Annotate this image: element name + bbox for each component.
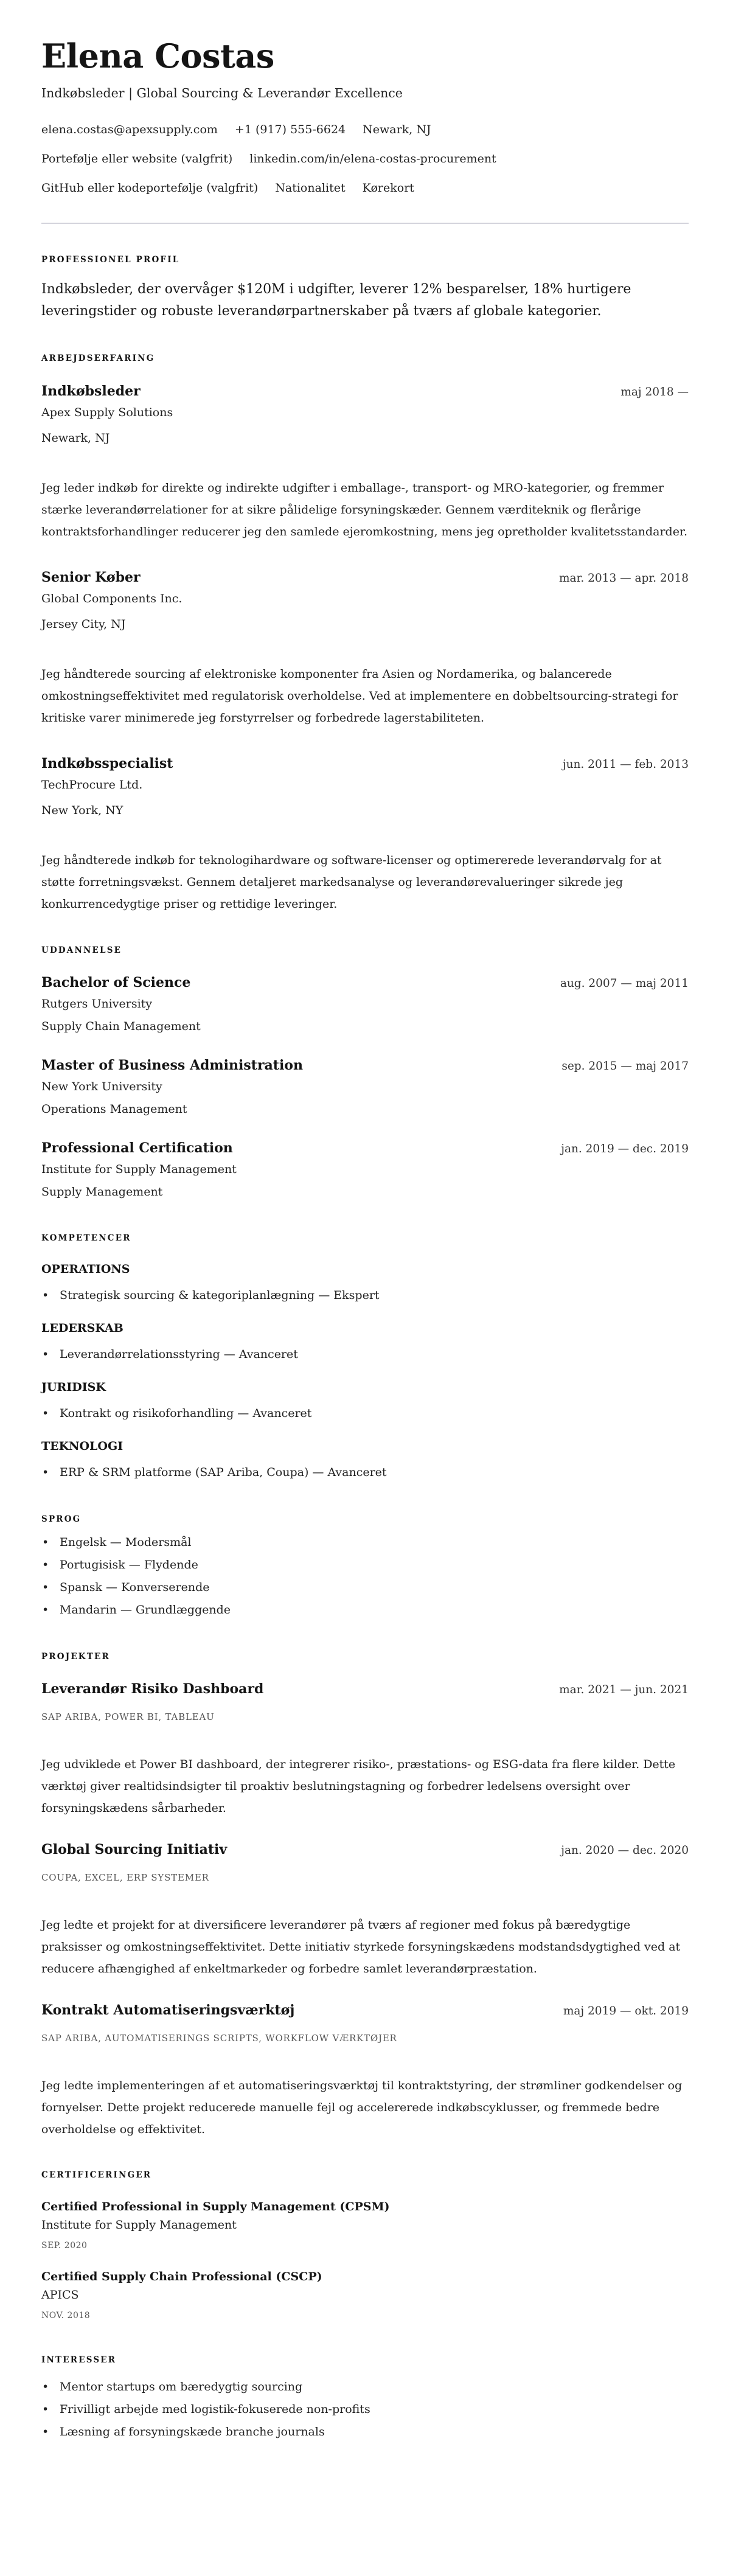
skill-item: • Strategisk sourcing & kategoriplanlægning — Ekspert [41, 1287, 689, 1304]
job-description: Jeg håndterede indkøb for teknologihardware og software-licenser og optimererede leverandørvalg for at støtte forretningsvækst. Gennem detaljeret markedsanalyse og leverandørevalueringer sikrede jeg konkurrencedygtige priser og rettidige leveringer. [41, 854, 662, 911]
job-dates: maj 2018 — [620, 386, 689, 399]
contact-row [41, 121, 689, 138]
language-item: • Portugisisk — Flydende [41, 1554, 689, 1576]
job-description: Jeg leder indkøb for direkte og indirekte udgifter i emballage-, transport- og MRO-kategorier, og fremmer stærke leverandørrelationer for at sikre pålidelige forsyningskæder. Gennem værditeknik og flerårige kontraktsforhandlinger reducerer jeg den samlede ejeromkostning, mens jeg opretholder kvalitetsstandarder. [41, 481, 687, 538]
section-heading: PROJEKTER [41, 1652, 110, 1662]
education-entry [41, 973, 689, 1035]
experience-entry [41, 382, 689, 543]
section-heading: INTERESSER [41, 2355, 117, 2365]
certification-entry [41, 2199, 689, 2252]
section-heading: PROFESSIONEL PROFIL [41, 255, 180, 265]
project-technologies: COUPA, EXCEL, ERP SYSTEMER [41, 1872, 209, 1883]
contact-drivers-license: Kørekort [362, 181, 414, 195]
education-entry [41, 1139, 689, 1200]
language-item: • Engelsk — Modersmål [41, 1531, 689, 1554]
interest-item: • Frivilligt arbejde med logistik-fokuserede non-profits [41, 2398, 689, 2421]
interests-section [41, 2354, 689, 2443]
entry-header [41, 1139, 689, 1158]
education-dates: aug. 2007 — maj 2011 [560, 977, 689, 990]
interest-item: • Læsning af forsyningskæde branche journals [41, 2421, 689, 2443]
field-of-study: Supply Chain Management [41, 1020, 201, 1033]
contact-github[interactable]: GitHub eller kodeportefølje (valgfrit) [41, 181, 259, 195]
section-heading: KOMPETENCER [41, 1233, 131, 1243]
job-dates: mar. 2013 — apr. 2018 [558, 572, 689, 585]
certification-title: Certified Professional in Supply Management (CPSM) [41, 2200, 390, 2213]
certification-issuer: Institute for Supply Management [41, 2218, 237, 2232]
contact-location: Newark, NJ [363, 123, 431, 136]
projects-section [41, 1651, 689, 2140]
job-title: Indkøbsspecialist [41, 756, 173, 771]
skill-category: TEKNOLOGI [41, 1439, 123, 1453]
entry-header [41, 1056, 689, 1076]
project-entry [41, 2001, 689, 2140]
degree-title: Bachelor of Science [41, 975, 191, 990]
contact-nationality: Nationalitet [275, 181, 346, 195]
school-name: New York University [41, 1080, 162, 1093]
project-entry [41, 1840, 689, 1980]
section-heading: CERTIFICERINGER [41, 2170, 152, 2180]
certification-date: NOV. 2018 [41, 2311, 91, 2320]
project-dates: maj 2019 — okt. 2019 [563, 2005, 689, 2017]
skill-item: • Leverandørrelationsstyring — Avanceret [41, 1346, 689, 1363]
job-title: Senior Køber [41, 569, 141, 585]
contact-linkedin[interactable]: linkedin.com/in/elena-costas-procurement [249, 152, 496, 165]
contact-phone[interactable]: +1 (917) 555-6624 [234, 123, 346, 136]
entry-header [41, 973, 689, 993]
skill-category: JURIDISK [41, 1380, 106, 1394]
education-dates: jan. 2019 — dec. 2019 [561, 1143, 689, 1155]
experience-section [41, 352, 689, 915]
experience-entry [41, 568, 689, 729]
job-title: Indkøbsleder [41, 383, 141, 399]
section-heading: UDDANNELSE [41, 945, 122, 955]
entry-header [41, 382, 689, 402]
certification-entry [41, 2269, 689, 2322]
skill-group [41, 1438, 689, 1481]
contact-row [41, 179, 689, 197]
languages-section [41, 1513, 689, 1621]
language-item: • Mandarin — Grundlæggende [41, 1599, 689, 1621]
project-title: Leverandør Risiko Dashboard [41, 1681, 264, 1697]
skill-item: • Kontrakt og risikoforhandling — Avanceret [41, 1405, 689, 1422]
education-entry [41, 1056, 689, 1118]
degree-title: Professional Certification [41, 1140, 233, 1156]
contact-row [41, 150, 689, 167]
experience-entry [41, 754, 689, 915]
field-of-study: Operations Management [41, 1102, 187, 1116]
header-divider [41, 223, 689, 224]
project-description: Jeg udviklede et Power BI dashboard, der integrerer risiko-, præstations- og ESG-data fra flere kilder. Dette værktøj giver realtidsindsigter til proaktiv beslutningstagning og forbedrer ledelsens oversight over forsyningskædens sårbarheder. [41, 1758, 676, 1815]
job-dates: jun. 2011 — feb. 2013 [562, 758, 689, 771]
job-description: Jeg håndterede sourcing af elektroniske komponenter fra Asien og Nordamerika, og balancerede omkostningseffektivitet med regulatorisk overholdelse. Ved at implementere en dobbeltsourcing-strategi for kritiske varer minimerede jeg forstyrrelser og forbedrede lagerstabiliteten. [41, 667, 678, 725]
skill-category: OPERATIONS [41, 1262, 130, 1276]
project-dates: mar. 2021 — jun. 2021 [559, 1683, 689, 1696]
school-name: Rutgers University [41, 997, 153, 1011]
skill-group [41, 1379, 689, 1422]
entry-header [41, 568, 689, 588]
profile-section [41, 254, 689, 322]
project-technologies: SAP ARIBA, POWER BI, TABLEAU [41, 1711, 215, 1722]
skill-item: • ERP & SRM platforme (SAP Ariba, Coupa) — Avanceret [41, 1464, 689, 1481]
profile-summary: Indkøbsleder, der overvåger $120M i udgifter, leverer 12% besparelser, 18% hurtigere leveringstider og robuste leverandørpartnerskaber på tværs af globale kategorier. [41, 282, 631, 319]
entry-header [41, 1680, 689, 1699]
entry-header [41, 2001, 689, 2021]
skill-category: LEDERSKAB [41, 1321, 123, 1335]
skill-list [41, 1346, 689, 1363]
project-description: Jeg ledte implementeringen af et automatiseringsværktøj til kontraktstyring, der strømliner godkendelser og fornyelser. Dette projekt reducerede manuelle fejl og accelererede indkøbscyklusser, og fremmede bedre overholdelse og effektivitet. [41, 2079, 683, 2136]
certification-issuer: APICS [41, 2288, 79, 2302]
school-name: Institute for Supply Management [41, 1163, 237, 1176]
certification-title: Certified Supply Chain Professional (CSCP) [41, 2270, 322, 2283]
candidate-name: Elena Costas [41, 37, 274, 75]
skills-section [41, 1232, 689, 1481]
entry-header [41, 1840, 689, 1860]
company-name: Global Components Inc. [41, 592, 182, 605]
section-heading: SPROG [41, 1514, 82, 1524]
degree-title: Master of Business Administration [41, 1057, 303, 1073]
education-dates: sep. 2015 — maj 2017 [561, 1060, 689, 1073]
certification-date: SEP. 2020 [41, 2241, 88, 2251]
project-entry [41, 1680, 689, 1819]
resume-header [41, 37, 689, 197]
project-description: Jeg ledte et projekt for at diversificere leverandører på tværs af regioner med fokus på bæredygtige praksisser og omkostningseffektivitet. Dette initiativ styrkede forsyningskædens modstandsdygtighed ved at reducere afhængighed af enkeltmarkeder og forbedre samlet leverandørpræstation. [41, 1918, 681, 1976]
skill-list [41, 1287, 689, 1304]
candidate-headline: Indkøbsleder | Global Sourcing & Leverandør Excellence [41, 86, 403, 100]
company-name: TechProcure Ltd. [41, 778, 143, 792]
section-heading: ARBEJDSERFARING [41, 353, 155, 363]
education-section [41, 944, 689, 1200]
contact-portfolio[interactable]: Portefølje eller website (valgfrit) [41, 152, 233, 165]
project-title: Kontrakt Automatiseringsværktøj [41, 2002, 295, 2018]
skill-group [41, 1261, 689, 1304]
project-dates: jan. 2020 — dec. 2020 [561, 1844, 689, 1857]
field-of-study: Supply Management [41, 1185, 163, 1199]
certifications-section [41, 2169, 689, 2322]
project-title: Global Sourcing Initiativ [41, 1842, 228, 1857]
skill-list [41, 1464, 689, 1481]
company-name: Apex Supply Solutions [41, 406, 173, 419]
skill-list [41, 1405, 689, 1422]
job-location: New York, NY [41, 804, 123, 817]
project-technologies: SAP ARIBA, AUTOMATISERINGS SCRIPTS, WORKFLOW VÆRKTØJER [41, 2033, 397, 2044]
contact-email[interactable]: elena.costas@apexsupply.com [41, 123, 218, 136]
entry-header [41, 754, 689, 774]
job-location: Newark, NJ [41, 431, 110, 445]
language-item: • Spansk — Konverserende [41, 1576, 689, 1599]
interest-item: • Mentor startups om bæredygtig sourcing [41, 2376, 689, 2398]
job-location: Jersey City, NJ [41, 618, 126, 631]
skill-group [41, 1320, 689, 1363]
